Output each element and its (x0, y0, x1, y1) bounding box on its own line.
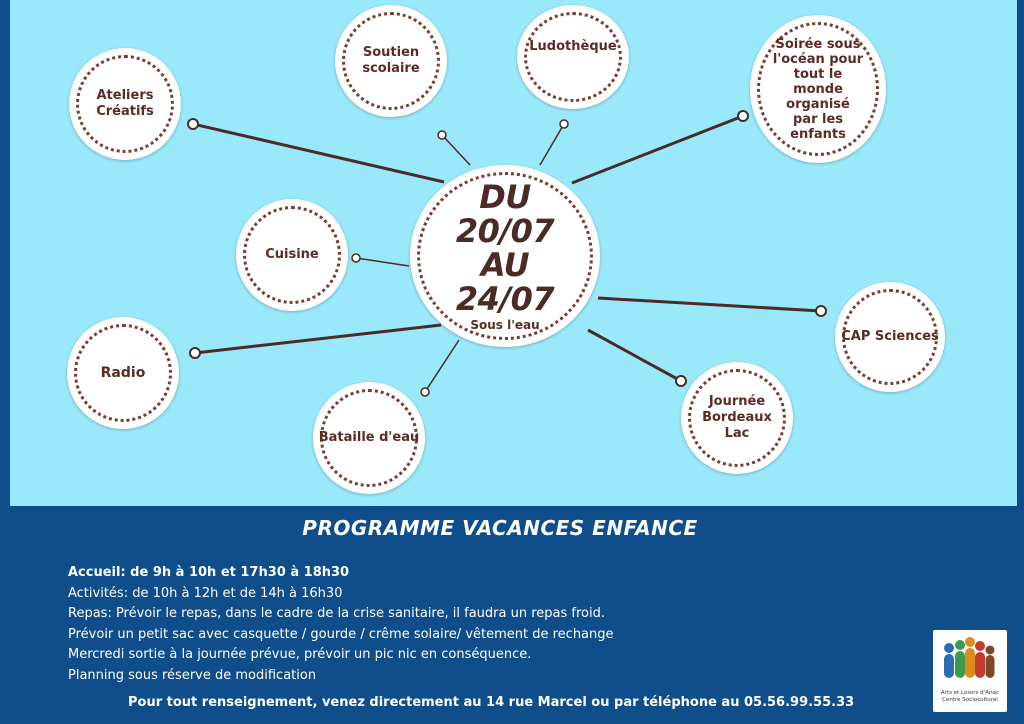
bubble-soiree (750, 15, 886, 163)
connector-node-soutien (438, 131, 446, 139)
program-line-sac: Prévoir un petit sac avec casquette / gourde / crême solaire/ vêtement de rechange (68, 626, 614, 642)
connector-node-radio (190, 348, 200, 358)
connector-ateliers (193, 124, 444, 182)
logo-caption: Arts et Loisirs d'Arlac Centre Socioculturel (940, 690, 1000, 703)
program-line-activites: Activités: de 10h à 12h et de 14h à 16h30 (68, 585, 343, 601)
bubble-cuisine (236, 199, 348, 311)
bubble-bataille (313, 382, 425, 494)
program-title: PROGRAMME VACANCES ENFANCE (302, 516, 698, 540)
center-title: DU 20/07 AU 24/07 (455, 178, 555, 318)
center-subtitle: Sous l'eau (470, 318, 540, 332)
connector-node-soiree (738, 111, 748, 121)
connector-ludotheque (540, 124, 564, 165)
bubble-journee-label: Journée Bordeaux Lac (702, 394, 772, 441)
bubble-ludotheque-label: Ludothèque (529, 39, 617, 54)
bubble-soutien-label: Soutien scolaire (362, 45, 420, 76)
center-bubble (410, 165, 600, 347)
bubble-cap-label: CAP Sciences (841, 329, 939, 344)
bubble-cap (835, 282, 945, 392)
bubble-soiree-label: Soirée sous l'océan pour tout le monde organisé par les enfants (772, 36, 864, 142)
connector-radio (195, 325, 441, 353)
bubble-radio-label: Radio (100, 365, 146, 381)
bubble-ateliers (69, 48, 181, 160)
program-line-accueil: Accueil: de 9h à 10h et 17h30 à 18h30 (68, 565, 350, 580)
connector-node-ludotheque (560, 120, 568, 128)
connector-node-cap (816, 306, 826, 316)
connector-node-ateliers (188, 119, 198, 129)
program-panel (0, 506, 1024, 724)
bubble-ateliers-label: Ateliers Créatifs (96, 88, 154, 119)
bubble-bataille-label: Bataille d'eau (318, 430, 420, 445)
connector-node-bataille (421, 388, 429, 396)
program-line-planning: Planning sous réserve de modification (68, 667, 317, 683)
bubble-journee (681, 362, 793, 474)
bubble-radio (67, 317, 179, 429)
connector-soutien (442, 135, 470, 165)
connector-journee (588, 330, 681, 381)
program-line-repas: Repas: Prévoir le repas, dans le cadre de la crise sanitaire, il faudra un repas froid. (68, 606, 605, 621)
organization-logo (933, 630, 1007, 712)
connector-soiree (572, 116, 743, 183)
program-line-mercredi: Mercredi sortie à la journée prévue, prévoir un pic nic en conséquence. (68, 647, 532, 662)
bubble-cuisine-label: Cuisine (265, 247, 319, 262)
contact-info: Pour tout renseignement, venez directement au 14 rue Marcel ou par téléphone au 05.56.99.55.33 (128, 695, 855, 710)
people-figures-icon (939, 634, 1001, 690)
bubble-soutien (335, 5, 447, 117)
connector-node-cuisine (352, 254, 360, 262)
connector-node-journee (676, 376, 686, 386)
bubble-ludotheque (517, 5, 629, 109)
connector-cuisine (356, 258, 409, 266)
program-info (68, 563, 614, 686)
connector-cap (598, 298, 821, 311)
connector-bataille (425, 340, 459, 392)
